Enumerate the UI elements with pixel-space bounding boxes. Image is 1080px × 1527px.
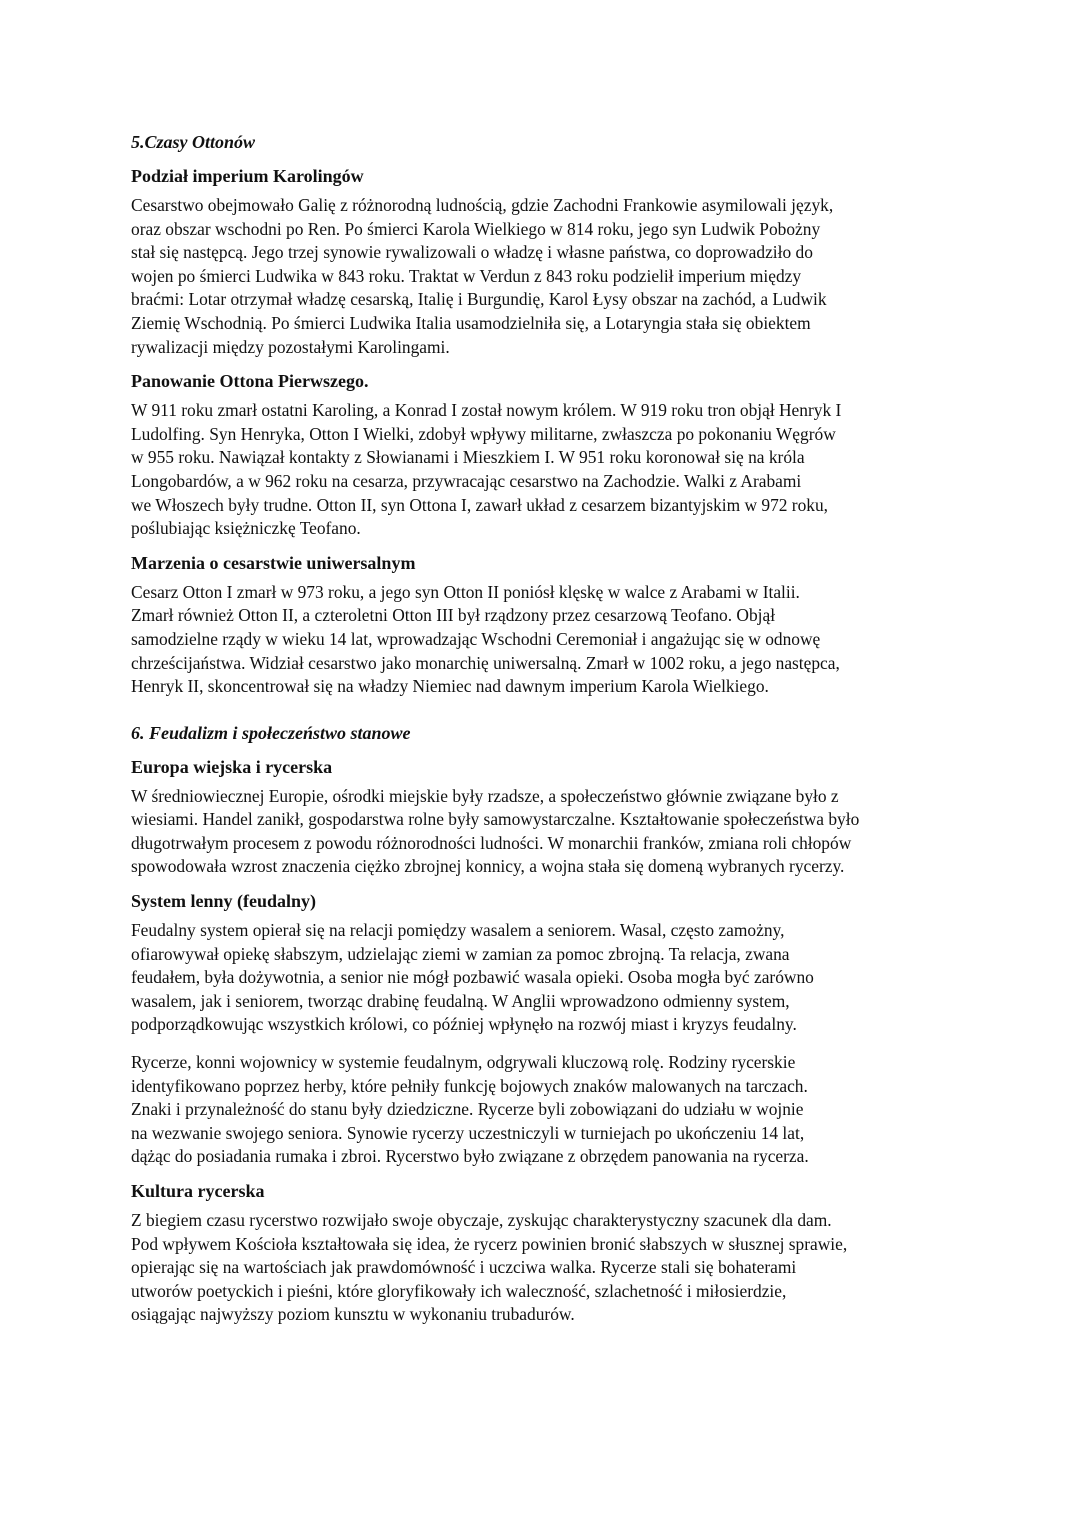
text-line: Z biegiem czasu rycerstwo rozwijało swoje obyczaje, zyskując charakterystyczny szacunek dla dam. (131, 1210, 832, 1230)
text-line: Longobardów, a w 962 roku na cesarza, przywracając cesarstwo na Zachodzie. Walki z Arabami (131, 470, 802, 491)
section-heading-rural-europe: Europa wiejska i rycerska (131, 756, 333, 777)
text-line: osiągając najwyższy poziom kunsztu w wykonaniu trubadurów. (131, 1304, 575, 1325)
text-line: długotrwałym procesem z powodu różnorodności ludności. W monarchii franków, zmiana roli chłopów (131, 832, 852, 853)
paragraph-rural-europe (131, 785, 931, 879)
text-line: oraz obszar wschodni po Ren. Po śmierci Karola Wielkiego w 814 roku, jego syn Ludwik Pobożny (131, 218, 821, 239)
section-heading-feudal-system: System lenny (feudalny) (131, 891, 317, 912)
text-line: ofiarowywał opiekę słabszym, udzielając ziemi w zamian za pomoc zbrojną. Ta relacja, zwana (131, 943, 790, 964)
text-line: W średniowiecznej Europie, ośrodki miejskie były rzadsze, a społeczeństwo głównie związane było z (131, 785, 839, 806)
text-line: w 955 roku. Nawiązał kontakty z Słowianami i Mieszkiem I. W 951 roku koronował się na króla (131, 447, 805, 468)
text-line: wiesiami. Handel zanikł, gospodarstwa rolne były samowystarczalne. Kształtowanie społeczeństwa było (131, 809, 860, 830)
text-line: Znaki i przynależność do stanu były dziedziczne. Rycerze byli zobowiązani do udziału w wojnie (131, 1099, 804, 1120)
text-line: Cesarz Otton I zmarł w 973 roku, a jego syn Otton II poniósł klęskę w walce z Arabami w Italii. (131, 581, 800, 602)
text-line: Rycerze, konni wojownicy w systemie feudalnym, odgrywali kluczową rolę. Rodziny rycerskie (131, 1052, 796, 1073)
text-line: spowodowała wzrost znaczenia ciężko zbrojnej konnicy, a wojna stała się domeną wybranych rycerzy. (131, 856, 845, 877)
paragraph-feudal-system (131, 919, 931, 1037)
paragraph-knightly-culture (131, 1209, 931, 1327)
text-line: Zmarł również Otton II, a czteroletni Otton III był rządzony przez cesarzową Teofano. Objął (131, 605, 776, 626)
paragraph-knights (131, 1051, 931, 1169)
text-line: identyfikowano poprzez herby, które pełniły funkcję bojowych znaków malowanych na tarczach. (131, 1075, 808, 1096)
section-heading-otto-first: Panowanie Ottona Pierwszego. (131, 371, 369, 392)
text-line: stał się następcą. Jego trzej synowie rywalizowali o władzę i własne państwa, co doprowadziło do (131, 242, 813, 263)
text-line: Henryk II, skoncentrował się na władzy Niemiec nad dawnym imperium Karola Wielkiego. (131, 676, 769, 697)
paragraph-universal-empire (131, 581, 931, 699)
paragraph-carolingian-division (131, 194, 931, 359)
text-line: samodzielne rządy w wieku 14 lat, wprowadzając Wschodni Ceremoniał i angażując się w odnowę (131, 628, 821, 649)
text-line: Ludolfing. Syn Henryka, Otton I Wielki, zdobył wpływy militarne, zwłaszcza po pokonaniu Węgrów (131, 423, 836, 444)
text-line: rywalizacji między pozostałymi Karolingami. (131, 336, 450, 357)
section-heading-universal-empire: Marzenia o cesarstwie uniwersalnym (131, 552, 416, 573)
text-line: we Włoszech były trudne. Otton II, syn Ottona I, zawarł układ z cesarzem bizantyjskim w 972 roku, (131, 494, 829, 515)
text-line: feudałem, była dożywotnia, a senior nie mógł pozbawić wasala opieki. Osoba mogła być zarówno (131, 967, 814, 988)
text-line: chrześcijaństwa. Widział cesarstwo jako monarchię uniwersalną. Zmarł w 1002 roku, a jego następca, (131, 652, 840, 673)
text-line: opierając się na wartościach jak prawdomówność i uczciwa walka. Rycerze stali się bohaterami (131, 1257, 797, 1278)
text-line: wasalem, jak i seniorem, tworząc drabinę feudalną. W Anglii wprowadzono odmienny system, (131, 990, 790, 1011)
text-line: na wezwanie swojego seniora. Synowie rycerzy uczestniczyli w turniejach po ukończeniu 14 lat, (131, 1122, 805, 1143)
section-heading-carolingian-division: Podział imperium Karolingów (131, 166, 364, 186)
text-line: wojen po śmierci Ludwika w 843 roku. Traktat w Verdun z 843 roku podzielił imperium między (131, 265, 802, 286)
text-line: dążąc do posiadania rumaka i zbroi. Rycerstwo było związane z obrzędem panowania na rycerza. (131, 1146, 809, 1167)
document-page (131, 130, 931, 1337)
text-line: utworów poetyckich i pieśni, które gloryfikowały ich waleczność, szlachetność i miłosierdzie, (131, 1280, 787, 1301)
text-line: Cesarstwo obejmowało Galię z różnorodną ludnością, gdzie Zachodni Frankowie asymilowali język, (131, 195, 834, 215)
text-line: Ziemię Wschodnią. Po śmierci Ludwika Italia usamodzielniła się, a Lotaryngia stała się obiektem (131, 312, 811, 333)
text-line: Pod wpływem Kościoła kształtowała się idea, że rycerz powinien bronić słabszych w słusznej sprawie, (131, 1233, 848, 1254)
text-line: poślubiając księżniczkę Teofano. (131, 518, 361, 539)
text-line: braćmi: Lotar otrzymał władzę cesarską, Italię i Burgundię, Karol Łysy obszar na zachód, a Ludwik (131, 289, 827, 310)
text-line: W 911 roku zmarł ostatni Karoling, a Konrad I został nowym królem. W 919 roku tron objął Henryk I (131, 400, 842, 421)
text-line: podporządkowując wszystkich królowi, co później wpłynęło na rozwój miast i kryzys feudalny. (131, 1014, 797, 1035)
paragraph-otto-first (131, 399, 931, 541)
chapter-6-title: 6. Feudalizm i społeczeństwo stanowe (131, 722, 411, 743)
text-line: Feudalny system opierał się na relacji pomiędzy wasalem a seniorem. Wasal, często zamożny, (131, 920, 785, 941)
chapter-5-title: 5.Czasy Ottonów (131, 132, 256, 152)
section-heading-knightly-culture: Kultura rycerska (131, 1181, 265, 1201)
